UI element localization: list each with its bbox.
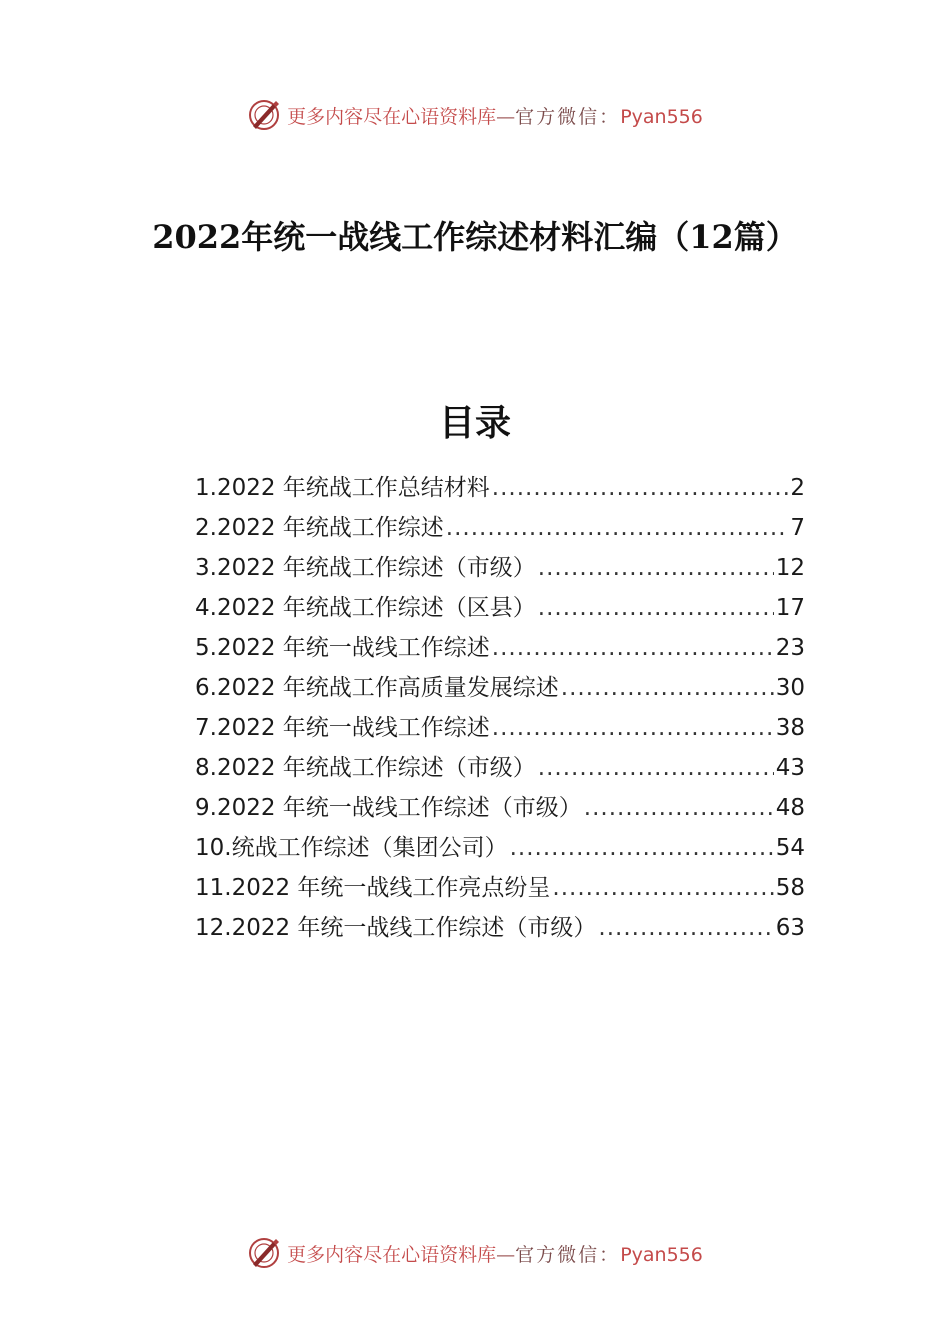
toc-entry[interactable] [195,748,805,788]
toc-entry-label: 9.2022 年统一战线工作综述（市级） [195,795,582,821]
pen-stamp-icon [247,1236,281,1270]
toc-entry-page: 2 [790,475,805,501]
toc-entry[interactable] [195,508,805,548]
watermark-dash: — [496,105,516,128]
watermark-wechat-id: Pyan556 [620,105,703,128]
toc-entry-label: 11.2022 年统一战线工作亮点纷呈 [195,875,551,901]
toc-entry-label: 1.2022 年统战工作总结材料 [195,475,490,501]
toc-entry[interactable] [195,828,805,868]
toc-leader-dots [561,668,774,708]
toc-entry-label: 7.2022 年统一战线工作综述 [195,715,490,741]
toc-entry[interactable] [195,548,805,588]
toc-entry-page: 12 [775,555,805,581]
watermark-wechat-id: Pyan556 [620,1243,703,1266]
toc-entry[interactable] [195,668,805,708]
table-of-contents [195,468,805,948]
toc-leader-dots [584,788,774,828]
toc-entry-page: 63 [775,915,805,941]
toc-leader-dots [492,628,774,668]
toc-entry-page: 17 [775,595,805,621]
watermark-label: 官方微信： [515,105,621,128]
toc-heading: 目录 [438,402,511,444]
toc-leader-dots [538,548,774,588]
toc-entry-page: 43 [775,755,805,781]
toc-entry-label: 10.统战工作综述（集团公司） [195,835,508,861]
toc-entry-page: 48 [775,795,805,821]
toc-entry-label: 8.2022 年统战工作综述（市级） [195,755,536,781]
toc-entry[interactable] [195,868,805,908]
header-watermark [0,95,950,135]
toc-entry[interactable] [195,468,805,508]
watermark-text: 更多内容尽在心语资料库 [287,105,497,128]
toc-entry-label: 12.2022 年统一战线工作综述（市级） [195,915,597,941]
toc-entry[interactable] [195,628,805,668]
toc-leader-dots [492,708,774,748]
toc-entry-label: 5.2022 年统一战线工作综述 [195,635,490,661]
toc-entry-label: 2.2022 年统战工作综述 [195,515,444,541]
toc-entry-label: 4.2022 年统战工作综述（区县） [195,595,536,621]
toc-leader-dots [538,748,774,788]
toc-entry-page: 23 [775,635,805,661]
watermark-label: 官方微信： [515,1243,621,1266]
document-title: 2022年统一战线工作综述材料汇编（12篇） [152,218,798,256]
footer-watermark [0,1233,950,1273]
toc-entry-page: 30 [775,675,805,701]
toc-leader-dots [598,908,773,948]
toc-leader-dots [510,828,774,868]
toc-leader-dots [552,868,773,908]
watermark-dash: — [496,1243,516,1266]
toc-entry-page: 38 [775,715,805,741]
toc-entry[interactable] [195,588,805,628]
toc-leader-dots [492,468,789,508]
toc-entry-label: 3.2022 年统战工作综述（市级） [195,555,536,581]
toc-entry[interactable] [195,788,805,828]
toc-entry-label: 6.2022 年统战工作高质量发展综述 [195,675,559,701]
toc-entry-page: 7 [790,515,805,541]
toc-entry[interactable] [195,908,805,948]
toc-entry[interactable] [195,708,805,748]
toc-leader-dots [446,508,789,548]
toc-entry-page: 54 [775,835,805,861]
toc-leader-dots [538,588,774,628]
toc-entry-page: 58 [775,875,805,901]
pen-stamp-icon [247,98,281,132]
watermark-text: 更多内容尽在心语资料库 [287,1243,497,1266]
